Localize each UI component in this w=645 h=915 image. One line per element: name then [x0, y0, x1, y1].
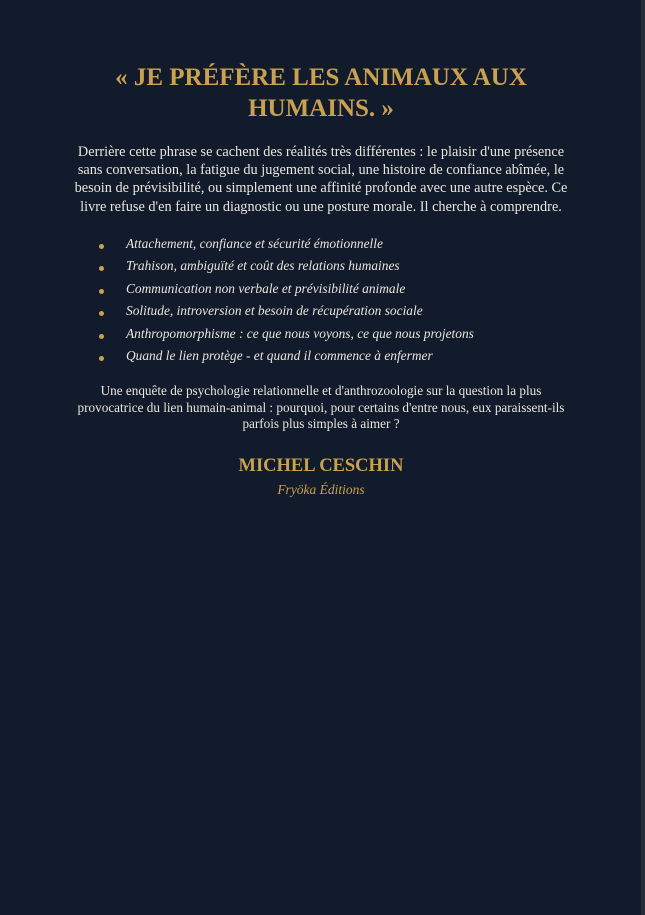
theme-text: Quand le lien protège - et quand il commence à enfermer: [126, 348, 433, 364]
theme-text: Solitude, introversion et besoin de récupération sociale: [126, 303, 423, 319]
intro-paragraph: Derrière cette phrase se cachent des réalités très différentes : le plaisir d'une présence sans conversation, la fatigue du jugement social, une histoire de confiance abîmée, le besoin de prévisibilité, ou simplement une affinité profonde avec une autre espèce. Ce livre refuse d'en faire un diagnostic ou une posture morale. Il cherche à comprendre.: [74, 144, 568, 215]
back-cover-content: [70, 62, 572, 498]
bullet-dot-icon: [99, 266, 104, 271]
cover-title: « JE PRÉFÈRE LES ANIMAUX AUX HUMAINS. »: [115, 64, 527, 122]
theme-text: Trahison, ambiguïté et coût des relations humaines: [126, 258, 400, 274]
list-item: [70, 323, 572, 346]
list-item: [70, 255, 572, 278]
publisher-name: Fryöka Éditions: [277, 482, 365, 498]
author-name: MICHEL CESCHIN: [238, 456, 404, 477]
bullet-dot-icon: [99, 289, 104, 294]
list-item: [70, 300, 572, 323]
bullet-dot-icon: [99, 311, 104, 316]
bullet-dot-icon: [99, 334, 104, 339]
theme-text: Communication non verbale et prévisibilité animale: [126, 280, 406, 296]
bullet-dot-icon: [99, 356, 104, 361]
theme-text: Attachement, confiance et sécurité émotionnelle: [126, 235, 383, 251]
list-item: [70, 233, 572, 256]
theme-text: Anthropomorphisme : ce que nous voyons, ce que nous projetons: [126, 325, 474, 341]
list-item: [70, 278, 572, 301]
bullet-dot-icon: [99, 244, 104, 249]
summary-paragraph: Une enquête de psychologie relationnelle et d'anthrozoologie sur la question la plus provocatrice du lien humain-animal : pourquoi, pour certains d'entre nous, eux paraissent-ils parfois plus simples à aimer ?: [77, 382, 565, 432]
themes-list: [70, 233, 572, 368]
list-item: [70, 345, 572, 368]
